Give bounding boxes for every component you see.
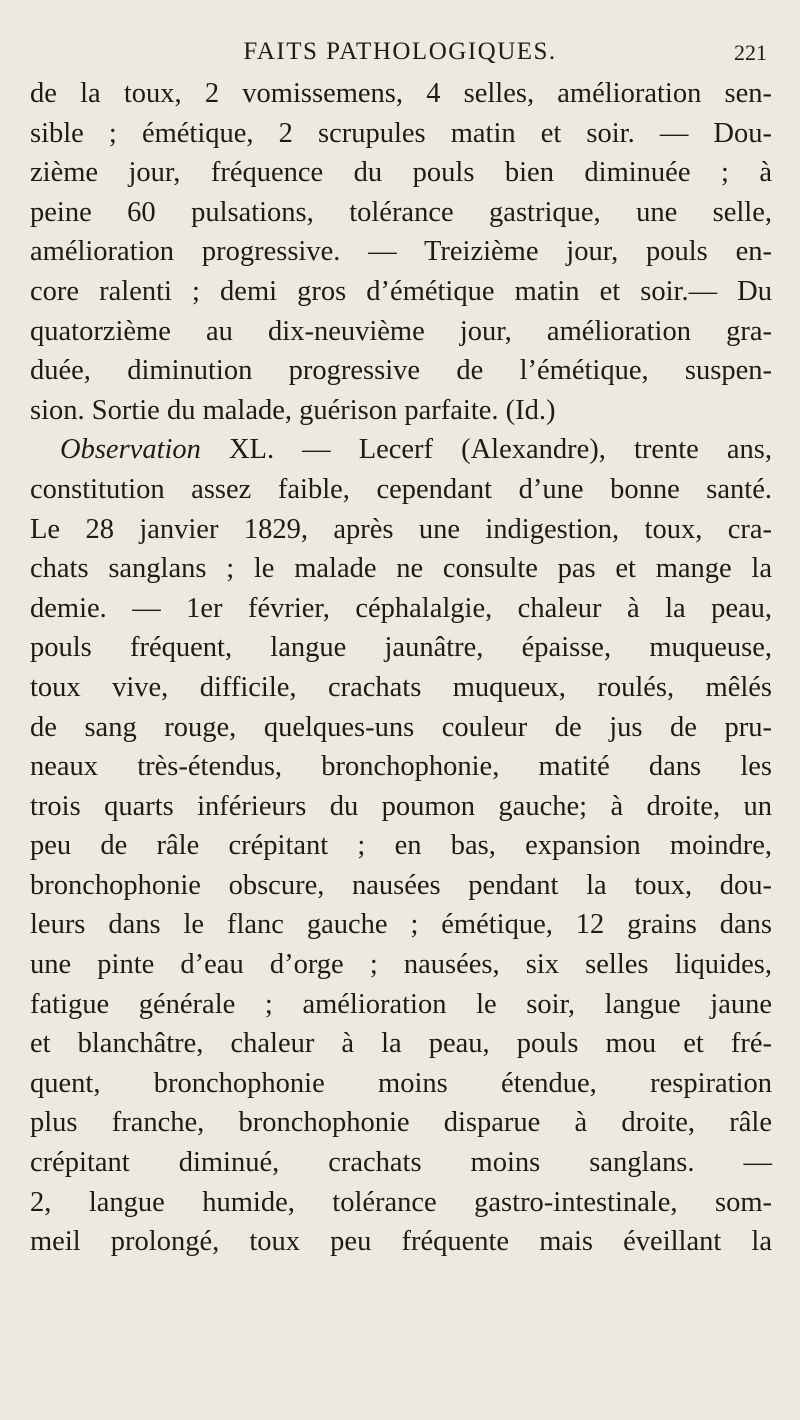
text-line: plus franche, bronchophonie disparue à droite, râle (30, 1107, 772, 1139)
text-line: core ralenti ; demi gros d’émétique matin et soir.— Du (30, 275, 772, 307)
text-line: crépitant diminué, crachats moins sanglans. — (30, 1147, 772, 1179)
body-text (30, 74, 772, 1262)
page-number: 221 (734, 40, 767, 65)
text-line: demie. — 1er février, céphalalgie, chaleur à la peau, (30, 592, 772, 624)
running-title: FAITS PATHOLOGIQUES. (243, 38, 557, 65)
observation-heading-rest: XL. — Lecerf (Alexandre), trente ans, (200, 434, 772, 466)
text-line: toux vive, difficile, crachats muqueux, roulés, mêlés (30, 671, 772, 703)
text-line: peu de râle crépitant ; en bas, expansion moindre, (30, 830, 772, 862)
text-line: de la toux, 2 vomissemens, 4 selles, amélioration sen- (30, 78, 772, 109)
text-line: leurs dans le flanc gauche ; émétique, 12 grains dans (30, 909, 772, 941)
text-line: neaux très-étendus, bronchophonie, matité dans les (30, 751, 772, 783)
text-line: meil prolongé, toux peu fréquente mais éveillant la (30, 1226, 772, 1258)
text-line: une pinte d’eau d’orge ; nausées, six selles liquides, (30, 949, 772, 981)
observation-heading-line (30, 430, 772, 470)
text-line: trois quarts inférieurs du poumon gauche; à droite, un (30, 790, 772, 822)
text-line: duée, diminution progressive de l’émétique, suspen- (30, 355, 772, 387)
text-line: peine 60 pulsations, tolérance gastrique, une selle, (30, 196, 772, 228)
text-line: amélioration progressive. — Treizième jour, pouls en- (30, 236, 772, 268)
text-line: de sang rouge, quelques-uns couleur de jus de pru- (30, 711, 772, 743)
text-line: Le 28 janvier 1829, après une indigestion, toux, cra- (30, 513, 772, 545)
text-line: fatigue générale ; amélioration le soir, langue jaune (30, 988, 772, 1020)
text-line: zième jour, fréquence du pouls bien diminuée ; à (30, 157, 772, 189)
text-line: et blanchâtre, chaleur à la peau, pouls mou et fré- (30, 1028, 772, 1060)
text-line: quent, bronchophonie moins étendue, respiration (30, 1067, 772, 1099)
page-header (0, 34, 800, 74)
text-line: quatorzième au dix-neuvième jour, amélioration gra- (30, 315, 772, 347)
text-line: chats sanglans ; le malade ne consulte pas et mange la (30, 553, 772, 585)
text-line: pouls fréquent, langue jaunâtre, épaisse, muqueuse, (30, 632, 772, 664)
text-line: constitution assez faible, cependant d’une bonne santé. (30, 473, 772, 505)
text-line: bronchophonie obscure, nausées pendant la toux, dou- (30, 869, 772, 901)
observation-label: Observation (60, 434, 201, 466)
text-line: 2, langue humide, tolérance gastro-intestinale, som- (30, 1186, 772, 1218)
text-line: sible ; émétique, 2 scrupules matin et soir. — Dou- (30, 117, 772, 149)
text-line: sion. Sortie du malade, guérison parfaite. (Id.) (30, 394, 556, 426)
